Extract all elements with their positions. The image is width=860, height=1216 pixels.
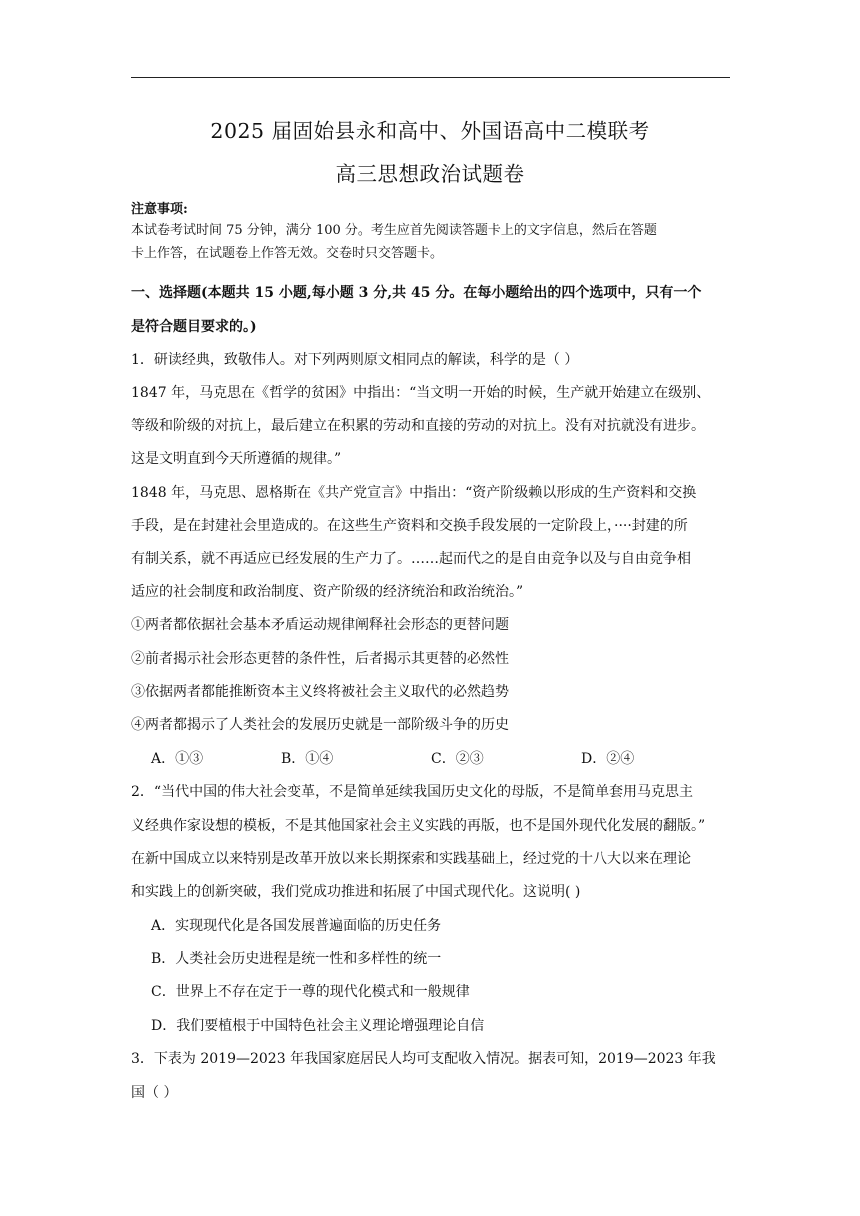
question-3-text: 3．下表为 2019—2023 年我国家庭居民人均可支配收入情况。据表可知，2019—2023 年我 bbox=[131, 1051, 716, 1067]
question-1-text: 手段，是在封建社会里造成的。在这些生产资料和交换手段发展的一定阶段上，····封建的所 bbox=[131, 518, 688, 534]
question-1-option-d[interactable]: D．②④ bbox=[581, 751, 635, 767]
question-2-option-b[interactable]: B．人类社会历史进程是统一性和多样性的统一 bbox=[151, 951, 442, 967]
notice-line: 本试卷考试时间 75 分钟，满分 100 分。考生应首先阅读答题卡上的文字信息，然后在答题 bbox=[131, 223, 657, 238]
exam-subtitle: 高三思想政治试题卷 bbox=[335, 162, 525, 186]
question-3-text: 国（ ） bbox=[131, 1085, 178, 1101]
question-1-option-a[interactable]: A．①③ bbox=[151, 751, 204, 767]
question-2-text: 2．“当代中国的伟大社会变革，不是简单延续我国历史文化的母版，不是简单套用马克思主 bbox=[131, 784, 694, 800]
question-1-option-c[interactable]: C．②③ bbox=[431, 751, 484, 767]
notice-line: 卡上作答，在试题卷上作答无效。交卷时只交答题卡。 bbox=[131, 246, 444, 261]
question-1-statement: ③依据两者都能推断资本主义终将被社会主义取代的必然趋势 bbox=[131, 684, 509, 700]
section-heading: 一、选择题(本题共 15 小题,每小题 3 分,共 45 分。在每小题给出的四个选项中，只有一个 bbox=[131, 285, 702, 301]
notice-heading: 注意事项: bbox=[131, 202, 188, 217]
header-rule bbox=[131, 77, 730, 78]
question-1-text: 适应的社会制度和政治制度、资产阶级的经济统治和政治统治。” bbox=[131, 584, 524, 600]
question-1-text: 1848 年，马克思、恩格斯在《共产党宣言》中指出：“资产阶级赖以形成的生产资料和交换 bbox=[131, 485, 697, 501]
question-2-option-c[interactable]: C．世界上不存在定于一尊的现代化模式和一般规律 bbox=[151, 984, 470, 1000]
question-1-statement: ②前者揭示社会形态更替的条件性，后者揭示其更替的必然性 bbox=[131, 651, 509, 667]
question-1-statement: ①两者都依据社会基本矛盾运动规律阐释社会形态的更替问题 bbox=[131, 617, 509, 633]
question-2-text: 和实践上的创新突破，我们党成功推进和拓展了中国式现代化。这说明( ) bbox=[131, 884, 581, 900]
question-2-text: 在新中国成立以来特别是改革开放以来长期探索和实践基础上，经过党的十八大以来在理论 bbox=[131, 851, 691, 867]
question-1-stem: 1．研读经典，致敬伟人。对下列两则原文相同点的解读，科学的是（ ） bbox=[131, 352, 579, 368]
question-1-statement: ④两者都揭示了人类社会的发展历史就是一部阶级斗争的历史 bbox=[131, 717, 509, 733]
section-heading: 是符合题目要求的。) bbox=[131, 319, 257, 335]
question-2-option-a[interactable]: A．实现现代化是各国发展普遍面临的历史任务 bbox=[151, 918, 442, 934]
question-1-text: 有制关系，就不再适应已经发展的生产力了。……起而代之的是自由竞争以及与自由竞争相 bbox=[131, 551, 691, 567]
question-2-text: 义经典作家设想的模板，不是其他国家社会主义实践的再版，也不是国外现代化发展的翻版。” bbox=[131, 818, 706, 834]
exam-title: 2025 届固始县永和高中、外国语高中二模联考 bbox=[210, 119, 650, 143]
question-1-text: 等级和阶级的对抗上，最后建立在积累的劳动和直接的劳动的对抗上。没有对抗就没有进步。 bbox=[131, 418, 705, 434]
question-1-option-b[interactable]: B．①④ bbox=[281, 751, 334, 767]
question-2-option-d[interactable]: D．我们要植根于中国特色社会主义理论增强理论自信 bbox=[151, 1018, 485, 1034]
question-1-text: 这是文明直到今天所遵循的规律。” bbox=[131, 451, 342, 467]
question-1-text: 1847 年，马克思在《哲学的贫困》中指出：“当文明一开始的时候，生产就开始建立在级别、 bbox=[131, 385, 711, 401]
